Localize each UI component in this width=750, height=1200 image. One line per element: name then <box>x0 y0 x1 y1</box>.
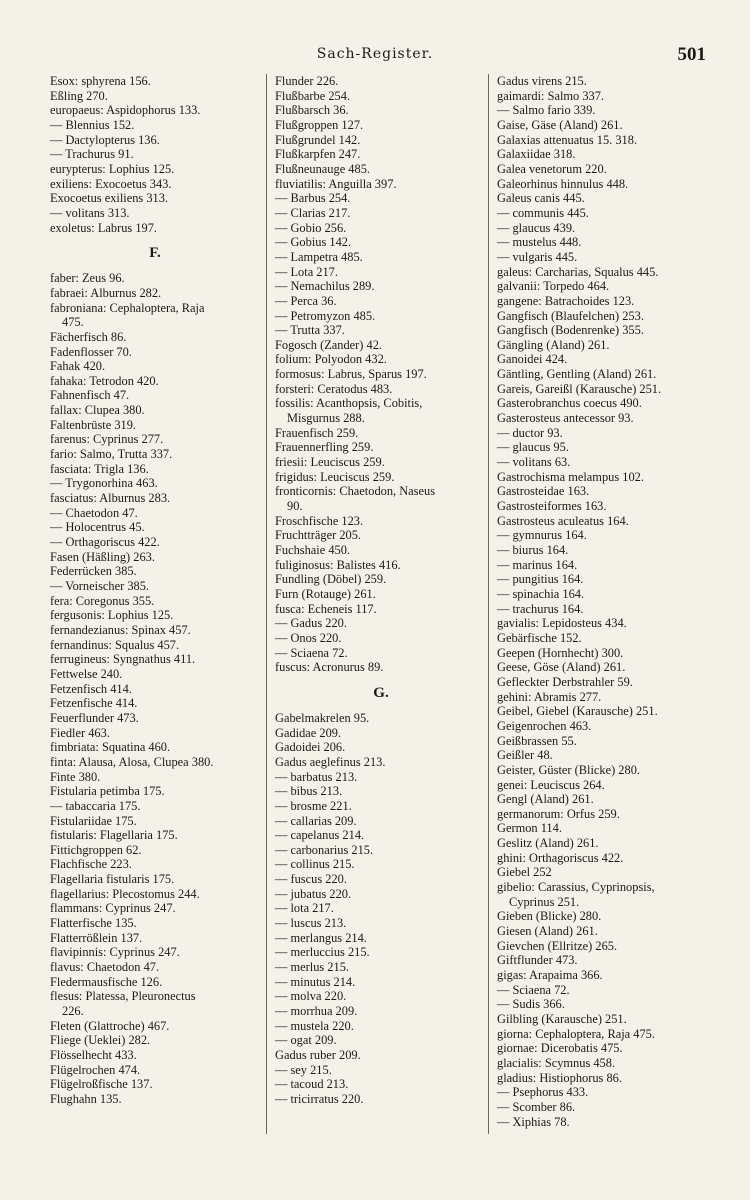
index-entry: — mustelus 448. <box>497 235 582 250</box>
index-entry: Gastrosteidae 163. <box>497 484 590 499</box>
index-entry: — Trutta 337. <box>275 323 345 338</box>
index-entry: — Petromyzon 485. <box>275 308 376 323</box>
index-entry: fera: Coregonus 355. <box>50 593 155 608</box>
index-entry: — volitans 313. <box>50 205 130 220</box>
index-entry: gehini: Abramis 277. <box>497 689 602 704</box>
index-entry: Feuerflunder 473. <box>50 710 139 725</box>
index-entry: 475. <box>62 315 84 330</box>
index-entry: — tabaccaria 175. <box>50 798 141 813</box>
index-entry: Fettwelse 240. <box>50 666 123 681</box>
index-entry: formosus: Labrus, Sparus 197. <box>275 367 427 382</box>
index-entry: — ductor 93. <box>497 425 563 440</box>
index-entry: — Salmo fario 339. <box>497 103 596 118</box>
index-entry: Gilbling (Karausche) 251. <box>497 1012 627 1026</box>
index-entry: — sey 215. <box>275 1062 332 1077</box>
index-entry: fusca: Echeneis 117. <box>275 601 377 616</box>
index-entry: gavialis: Lepidosteus 434. <box>497 616 627 631</box>
index-entry: Geese, Göse (Aland) 261. <box>497 660 626 675</box>
index-entry: Faltenbrüste 319. <box>50 417 137 432</box>
index-entry: Furn (Rotauge) 261. <box>275 586 376 601</box>
index-entry: — Gadus 220. <box>275 616 347 631</box>
index-entry: Flunder 226. <box>275 74 339 88</box>
index-entry: farenus: Cyprinus 277. <box>50 432 164 447</box>
index-entry: — merluccius 215. <box>275 945 370 960</box>
index-entry: Fuchshaie 450. <box>275 543 351 557</box>
index-entry: Fruchtträger 205. <box>275 528 362 543</box>
index-entry: Gefleckter Derbstrahler 59. <box>497 674 633 689</box>
index-entry: Gadus aeglefinus 213. <box>275 754 386 769</box>
index-entry: — Onos 220. <box>275 630 342 645</box>
index-entry: Geibel, Giebel (Karausche) 251. <box>497 704 658 719</box>
index-entry: — Clarias 217. <box>275 205 351 220</box>
index-entry: Fetzenfisch 414. <box>50 681 132 696</box>
index-entry: fernandinus: Squalus 457. <box>50 637 180 652</box>
index-entry: Fogosch (Zander) 42. <box>275 337 383 352</box>
index-entry: Gievchen (Ellritze) 265. <box>497 938 618 953</box>
index-entry: Cyprinus 251. <box>509 894 580 909</box>
index-entry: — biurus 164. <box>497 543 569 557</box>
section-letter-g: G. <box>373 684 389 701</box>
column-divider <box>488 74 489 1134</box>
index-entry: — ogat 209. <box>275 1033 337 1048</box>
index-entry: Gäntling, Gentling (Aland) 261. <box>497 367 657 382</box>
index-entry: fuscus: Acronurus 89. <box>275 660 384 675</box>
index-entry: Gangfisch (Bodenrenke) 355. <box>497 323 644 338</box>
index-entry: — Sciaena 72. <box>275 645 348 660</box>
index-entry: Galeorhinus hinnulus 448. <box>497 176 629 191</box>
index-entry: — brosme 221. <box>275 798 352 813</box>
index-entry: — tricirratus 220. <box>275 1091 364 1106</box>
index-entry: Fledermausfische 126. <box>50 974 163 989</box>
index-entry: Galaxias attenuatus 15. 318. <box>497 132 638 147</box>
section-letter-f: F. <box>149 245 161 262</box>
index-entry: Flügelrochen 474. <box>50 1062 141 1077</box>
index-entry: — Dactylopterus 136. <box>50 132 160 147</box>
index-entry: Gastrochisma melampus 102. <box>497 469 644 484</box>
page-number: 501 <box>677 44 706 65</box>
index-entry: Gadidae 209. <box>275 725 342 740</box>
index-entry: friesii: Leuciscus 259. <box>275 455 385 470</box>
index-entry: Finte 380. <box>50 769 101 784</box>
running-title: Sach-Register. <box>316 46 434 62</box>
index-entry: flammans: Cyprinus 247. <box>50 901 176 916</box>
index-entry: 226. <box>62 1004 84 1019</box>
index-entry: Gadoidei 206. <box>275 740 346 755</box>
index-entry: fimbriata: Squatina 460. <box>50 740 171 755</box>
index-entry: Eßling 270. <box>50 88 108 103</box>
index-entry: genei: Leuciscus 264. <box>497 777 605 792</box>
index-entry: ghini: Orthagoriscus 422. <box>497 850 624 865</box>
index-group <box>497 74 713 1129</box>
index-entry: — Vorneischer 385. <box>50 579 149 593</box>
index-entry: Fetzenfische 414. <box>50 696 138 711</box>
index-entry: Misgurnus 288. <box>287 411 365 426</box>
index-entry: — merlangus 214. <box>275 930 367 945</box>
index-entry: Gaise, Gäse (Aland) 261. <box>497 117 623 132</box>
index-entry: — Trachurus 91. <box>50 147 134 162</box>
index-entry: — glaucus 95. <box>497 440 569 455</box>
index-entry: Froschfische 123. <box>275 513 364 528</box>
index-entry: fabraei: Alburnus 282. <box>50 285 162 300</box>
index-entry: — vulgaris 445. <box>497 249 578 264</box>
index-entry: Esox: sphyrena 156. <box>50 74 151 88</box>
index-entry: flesus: Platessa, Pleuronectus <box>50 989 196 1004</box>
index-entry: fuliginosus: Balistes 416. <box>275 557 401 572</box>
index-entry: Giesen (Aland) 261. <box>497 924 598 939</box>
index-entry: Flußkarpfen 247. <box>275 147 361 162</box>
column-divider <box>266 74 267 1134</box>
index-entry: Fiedler 463. <box>50 725 110 740</box>
index-entry: — communis 445. <box>497 205 589 220</box>
index-entry: folium: Polyodon 432. <box>275 352 387 367</box>
index-entry: Frauenfisch 259. <box>275 425 359 440</box>
index-entry: Geißler 48. <box>497 748 553 763</box>
index-entry: — Orthagoriscus 422. <box>50 535 160 550</box>
index-entry: frigidus: Leuciscus 259. <box>275 469 395 484</box>
index-entry: fabroniana: Cephaloptera, Raja <box>50 300 205 315</box>
index-entry: Federrücken 385. <box>50 564 137 579</box>
index-entry: Geister, Güster (Blicke) 280. <box>497 762 640 777</box>
index-entry: — Gobio 256. <box>275 220 347 235</box>
index-entry: Fleten (Glattroche) 467. <box>50 1018 170 1033</box>
index-entry: Galea venetorum 220. <box>497 161 607 176</box>
index-entry: Flughahn 135. <box>50 1091 122 1106</box>
index-entry: fossilis: Acanthopsis, Cobitis, <box>275 396 423 411</box>
index-entry: — Sciaena 72. <box>497 982 570 997</box>
index-entry: Geißbrassen 55. <box>497 733 577 748</box>
index-entry: Giebel 252 <box>497 865 552 880</box>
index-entry: Gengl (Aland) 261. <box>497 792 594 807</box>
index-entry: Geslitz (Aland) 261. <box>497 836 599 851</box>
index-entry: flavipinnis: Cyprinus 247. <box>50 945 180 960</box>
index-entry: — Gobius 142. <box>275 235 352 250</box>
index-column-2 <box>275 74 487 1107</box>
index-entry: — molva 220. <box>275 989 347 1004</box>
index-entry: Giftflunder 473. <box>497 953 578 968</box>
index-entry: Flagellaria fistularis 175. <box>50 872 175 887</box>
index-entry: galvanii: Torpedo 464. <box>497 279 610 294</box>
index-entry: fernandezianus: Spinax 457. <box>50 622 191 637</box>
index-entry: — Blennius 152. <box>50 117 135 132</box>
index-entry: — volitans 63. <box>497 455 571 470</box>
index-entry: — marinus 164. <box>497 557 578 572</box>
index-entry: gigas: Arapaima 366. <box>497 968 603 983</box>
index-entry: — Scomber 86. <box>497 1099 576 1114</box>
index-entry: Gangfisch (Blaufelchen) 253. <box>497 308 644 323</box>
index-entry: — capelanus 214. <box>275 828 365 843</box>
index-entry: Ganoidei 424. <box>497 352 568 367</box>
index-entry: forsteri: Ceratodus 483. <box>275 381 393 396</box>
index-entry: — glaucus 439. <box>497 220 576 235</box>
index-entry: — fuscus 220. <box>275 872 347 887</box>
index-entry: — Barbus 254. <box>275 191 351 206</box>
index-entry: fahaka: Tetrodon 420. <box>50 373 159 388</box>
index-entry: exoletus: Labrus 197. <box>50 220 158 235</box>
index-entry: gladius: Histiophorus 86. <box>497 1070 622 1085</box>
index-entry: fario: Salmo, Trutta 337. <box>50 447 173 462</box>
index-entry: glacialis: Scymnus 458. <box>497 1055 616 1070</box>
index-entry: Flußbarbe 254. <box>275 88 351 103</box>
index-entry: — jubatus 220. <box>275 886 352 901</box>
index-entry: Gebärfische 152. <box>497 630 582 645</box>
index-entry: Galeus canis 445. <box>497 191 585 206</box>
index-entry: — trachurus 164. <box>497 601 584 616</box>
index-entry: — Lampetra 485. <box>275 249 363 264</box>
index-entry: Flußbarsch 36. <box>275 103 349 118</box>
index-entry: — bibus 213. <box>275 784 343 799</box>
index-entry: — gymnurus 164. <box>497 528 587 543</box>
index-entry: fistularis: Flagellaria 175. <box>50 828 178 843</box>
index-entry: giornae: Dicerobatis 475. <box>497 1041 623 1056</box>
index-entry: — barbatus 213. <box>275 769 358 784</box>
index-entry: galeus: Carcharias, Squalus 445. <box>497 264 659 279</box>
index-entry: Gängling (Aland) 261. <box>497 337 610 352</box>
index-entry: Fliege (Ueklei) 282. <box>50 1033 151 1048</box>
index-entry: — luscus 213. <box>275 916 347 931</box>
index-entry: Flußgrundel 142. <box>275 132 361 147</box>
index-entry: Flösselhecht 433. <box>50 1048 137 1062</box>
index-column-3 <box>497 74 713 1129</box>
index-entry: — Holocentrus 45. <box>50 520 145 535</box>
index-entry: — Nemachilus 289. <box>275 279 375 294</box>
index-entry: germanorum: Orfus 259. <box>497 806 620 821</box>
index-entry: — collinus 215. <box>275 857 355 872</box>
index-entry: Fahnenfisch 47. <box>50 388 130 403</box>
index-entry: gangene: Batrachoides 123. <box>497 293 635 308</box>
index-entry: fasciata: Trigla 136. <box>50 461 149 476</box>
index-entry: Exocoetus exiliens 313. <box>50 191 169 206</box>
index-entry: Gieben (Blicke) 280. <box>497 909 602 924</box>
index-entry: Flußgroppen 127. <box>275 117 364 132</box>
index-entry: Fasen (Häßling) 263. <box>50 549 155 564</box>
index-entry: — carbonarius 215. <box>275 842 374 857</box>
index-entry: Flatterfische 135. <box>50 916 137 931</box>
index-entry: Galaxiidae 318. <box>497 147 576 162</box>
page-header <box>0 46 750 70</box>
index-entry: fergusonis: Lophius 125. <box>50 608 174 623</box>
index-entry: — Sudis 366. <box>497 997 565 1012</box>
index-entry: — Chaetodon 47. <box>50 505 138 520</box>
index-entry: fluviatilis: Anguilla 397. <box>275 176 397 191</box>
index-entry: — tacoud 213. <box>275 1077 349 1092</box>
index-entry: exiliens: Exocoetus 343. <box>50 176 172 191</box>
index-entry: gibelio: Carassius, Cyprinopsis, <box>497 880 655 895</box>
index-entry: Flußneunauge 485. <box>275 161 370 176</box>
index-entry: Frauennerfling 259. <box>275 440 374 455</box>
index-entry: — Lota 217. <box>275 264 338 279</box>
index-entry: — morrhua 209. <box>275 1004 358 1019</box>
index-entry: — merlus 215. <box>275 960 349 975</box>
index-entry: — callarias 209. <box>275 813 357 828</box>
index-entry: — Trygonorhina 463. <box>50 476 158 491</box>
index-entry: Fächerfisch 86. <box>50 329 127 344</box>
index-entry: Flatterrößlein 137. <box>50 930 143 945</box>
index-entry: — lota 217. <box>275 901 334 916</box>
index-entry: Gastrosteus aculeatus 164. <box>497 513 629 528</box>
index-entry: Gasterosteus antecessor 93. <box>497 411 634 426</box>
index-entry: — minutus 214. <box>275 974 356 989</box>
index-entry: Gabelmakrelen 95. <box>275 710 370 725</box>
index-entry: giorna: Cephaloptera, Raja 475. <box>497 1026 655 1041</box>
index-entry: flagellarius: Plecostomus 244. <box>50 886 200 901</box>
index-entry: Fistulariidae 175. <box>50 813 137 828</box>
index-entry: Flachfische 223. <box>50 857 132 872</box>
index-entry: Gareis, Gareißl (Karausche) 251. <box>497 381 662 396</box>
index-entry: Gastrosteiformes 163. <box>497 499 607 514</box>
index-entry: fallax: Clupea 380. <box>50 403 145 418</box>
index-entry: europaeus: Aspidophorus 133. <box>50 103 201 118</box>
index-entry: Gadus virens 215. <box>497 74 587 88</box>
index-entry: — Perca 36. <box>275 293 337 308</box>
index-entry: flavus: Chaetodon 47. <box>50 960 160 975</box>
index-entry: Gasterobranchus coecus 490. <box>497 396 642 411</box>
index-entry: — Xiphias 78. <box>497 1114 570 1129</box>
index-entry: Fahak 420. <box>50 359 106 374</box>
index-group <box>50 74 260 235</box>
index-entry: finta: Alausa, Alosa, Clupea 380. <box>50 754 214 769</box>
index-entry: Geigenrochen 463. <box>497 718 592 733</box>
index-group <box>275 74 487 675</box>
index-entry: faber: Zeus 96. <box>50 271 125 286</box>
index-entry: — pungitius 164. <box>497 572 584 587</box>
index-entry: gaimardi: Salmo 337. <box>497 88 605 103</box>
index-entry: Fistularia petimba 175. <box>50 784 165 799</box>
index-entry: Germon 114. <box>497 821 562 836</box>
index-entry: eurypterus: Lophius 125. <box>50 161 175 176</box>
index-group <box>50 271 260 1106</box>
index-entry: Geepen (Hornhecht) 300. <box>497 645 624 660</box>
index-entry: fronticornis: Chaetodon, Naseus <box>275 484 436 499</box>
index-entry: — spinachia 164. <box>497 586 585 601</box>
index-entry: Fittichgroppen 62. <box>50 842 142 857</box>
index-entry: ferrugineus: Syngnathus 411. <box>50 652 196 667</box>
index-entry: 90. <box>287 499 303 514</box>
index-group <box>275 711 487 1107</box>
index-entry: Gadus ruber 209. <box>275 1048 361 1062</box>
index-entry: fasciatus: Alburnus 283. <box>50 491 171 506</box>
index-entry: Flügelroßfische 137. <box>50 1077 153 1092</box>
index-entry: — mustela 220. <box>275 1018 354 1033</box>
index-entry: Fadenflosser 70. <box>50 344 132 359</box>
index-column-1 <box>50 74 260 1107</box>
index-entry: — Psephorus 433. <box>497 1085 589 1100</box>
index-entry: Fundling (Döbel) 259. <box>275 572 387 587</box>
